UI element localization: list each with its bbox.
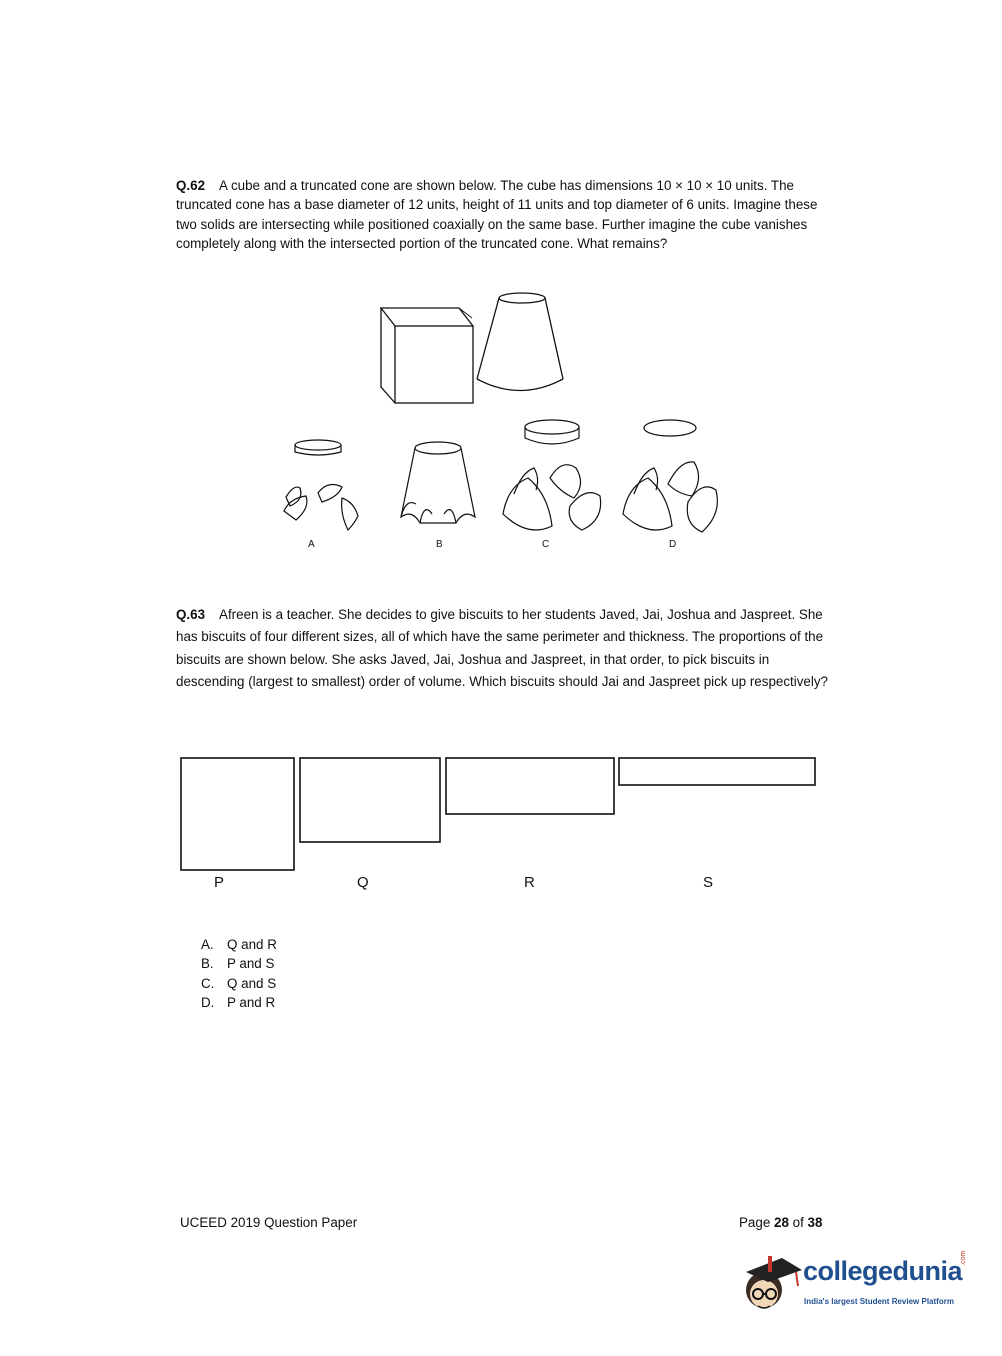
- page-number: Page 28 of 38: [739, 1215, 823, 1230]
- options-figure: [270, 414, 730, 544]
- option-a-figure: [284, 440, 358, 530]
- biscuit-s: [619, 758, 815, 785]
- question-62: [176, 176, 836, 254]
- option-c-figure: [503, 420, 601, 530]
- question-number: Q.62: [176, 178, 206, 193]
- collegedunia-logo: collegedunia .com India's largest Student Review Platform: [742, 1250, 972, 1320]
- biscuits-figure: [176, 752, 824, 876]
- option-a-label: A: [308, 539, 315, 550]
- option-b-label: B: [436, 539, 443, 550]
- question-number: Q.63: [176, 607, 206, 622]
- footer-title: UCEED 2019 Question Paper: [180, 1215, 358, 1230]
- cube: [381, 308, 473, 403]
- mascot-icon: [742, 1250, 802, 1320]
- question-text: Afreen is a teacher. She decides to give biscuits to her students Javed, Jai, Joshua and Jaspreet. She has biscuits of four different sizes, all of which have the same perimeter and thickness. The proportions of the biscuits are shown below. She asks Javed, Jai, Joshua and Jaspreet, in that order, to pick biscuits in descending (largest to smallest) order of volume. Which biscuits should Jai and Jaspreet pick up respectively?: [176, 607, 828, 690]
- answer-option-b: B. P and S: [201, 956, 275, 972]
- question-63: [176, 604, 836, 694]
- cube-and-cone-figure: [370, 288, 570, 408]
- answer-option-a: A. Q and R: [201, 937, 277, 952]
- biscuit-q: [300, 758, 440, 842]
- answer-option-c: C. Q and S: [201, 975, 277, 991]
- option-d-label: D: [669, 539, 677, 550]
- biscuit-q-label: Q: [357, 874, 369, 891]
- truncated-cone: [477, 293, 563, 391]
- biscuit-r-label: R: [524, 874, 535, 891]
- question-text: A cube and a truncated cone are shown below. The cube has dimensions 10 × 10 × 10 units. The truncated cone has a base diameter of 12 units, height of 11 units and top diameter of 6 units. Imagine these two solids are intersecting while positioned coaxially on the same base. Further imagine the cube vanishes completely along with the intersected portion of the truncated cone. What remains?: [176, 178, 818, 252]
- option-b-figure: [401, 442, 475, 523]
- biscuit-p-label: P: [214, 874, 225, 891]
- answer-option-d: D. P and R: [201, 995, 276, 1011]
- answer-options: [201, 935, 277, 1013]
- option-d-figure: [623, 420, 717, 532]
- biscuit-r: [446, 758, 614, 814]
- biscuit-p: [181, 758, 294, 870]
- biscuit-s-label: S: [703, 874, 714, 891]
- option-c-label: C: [542, 539, 550, 550]
